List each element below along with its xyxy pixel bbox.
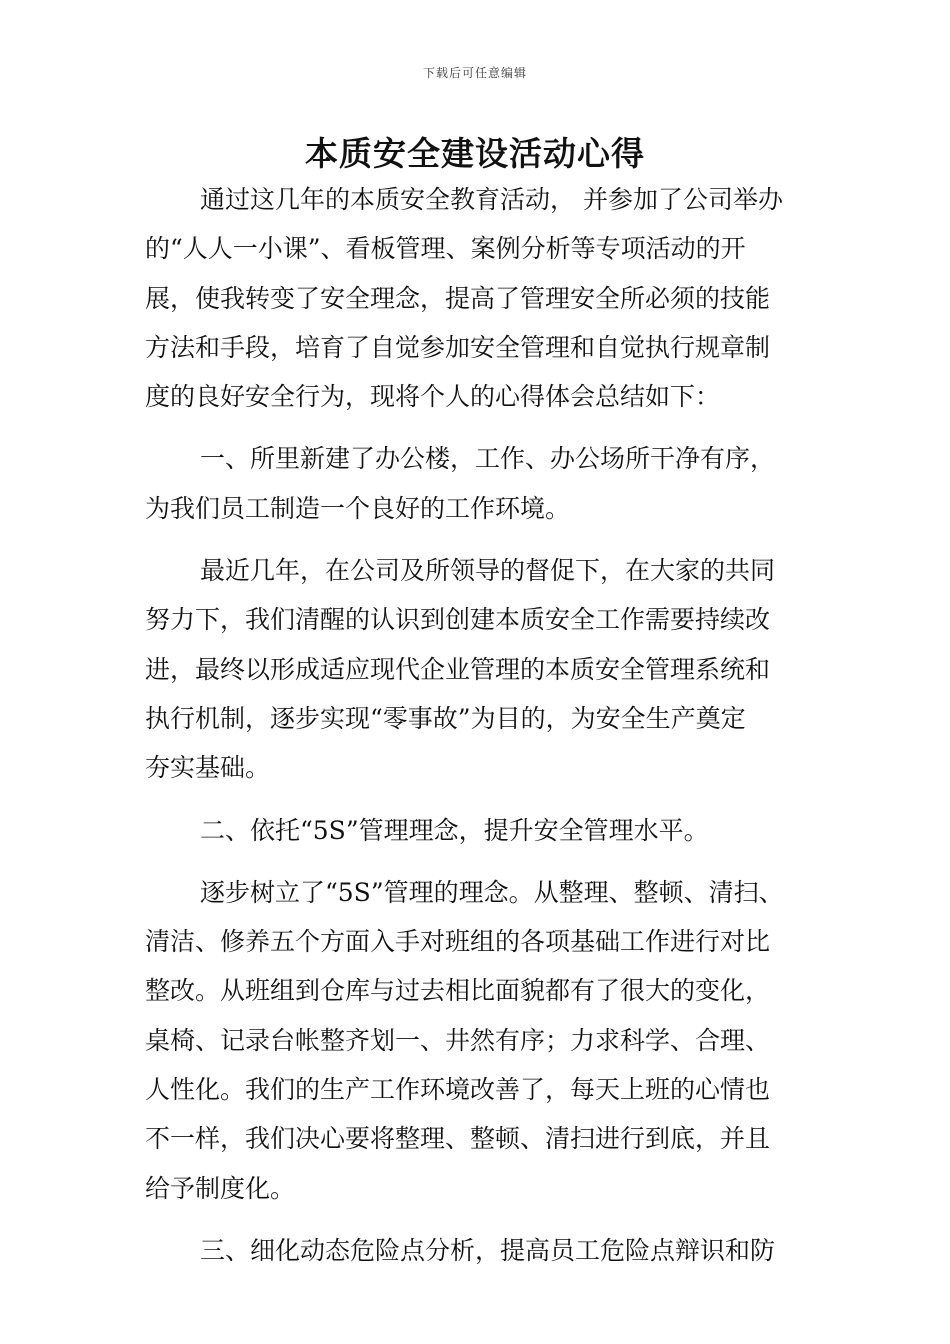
paragraph-line: 不一样，我们决心要将整理、整顿、清扫进行到底，并且 <box>145 1124 771 1154</box>
paragraph-gap <box>145 793 821 806</box>
paragraph-line: 给予制度化。 <box>145 1173 296 1203</box>
paragraph-gap <box>145 855 821 868</box>
paragraph-line: 一、所里新建了办公楼，工作、办公场所干净有序， <box>200 444 776 474</box>
document-body <box>145 175 821 1275</box>
paragraph-line: 桌椅、记录台帐整齐划一、井然有序；力求科学、合理、 <box>145 1025 771 1055</box>
paragraph-line: 度的良好安全行为，现将个人的心得体会总结如下： <box>145 382 721 412</box>
paragraph-line: 最近几年，在公司及所领导的督促下，在大家的共同 <box>200 556 776 586</box>
paragraph-line: 逐步树立了“5S”管理的理念。从整理、整顿、清扫、 <box>200 877 784 907</box>
section-heading: 二、依托“5S”管理理念，提升安全管理水平。 <box>200 815 709 845</box>
paragraph-gap <box>145 421 821 434</box>
paragraph-gap <box>145 1213 821 1226</box>
paragraph-line: 展，使我转变了安全理念，提高了管理安全所必须的技能 <box>145 283 771 313</box>
paragraph-line: 进，最终以形成适应现代企业管理的本质安全管理系统和 <box>145 654 771 684</box>
paragraph-line: 整改。从班组到仓库与过去相比面貌都有了很大的变化， <box>145 976 771 1006</box>
header-note: 下载后可任意编辑 <box>422 66 527 80</box>
paragraph-line: 的“人人一小课”、看板管理、案例分析等专项活动的开 <box>145 234 746 264</box>
paragraph-line: 方法和手段，培育了自觉参加安全管理和自觉执行规章制 <box>145 332 771 362</box>
paragraph-line: 清洁、修养五个方面入手对班组的各项基础工作进行对比 <box>145 927 771 957</box>
paragraph-line: 努力下，我们清醒的认识到创建本质安全工作需要持续改 <box>145 605 771 635</box>
paragraph-line: 为我们员工制造一个良好的工作环境。 <box>145 493 571 523</box>
paragraph-line: 夯实基础。 <box>145 753 271 783</box>
paragraph-gap <box>145 533 821 546</box>
paragraph-line: 人性化。我们的生产工作环境改善了，每天上班的心情也 <box>145 1075 771 1105</box>
document-title: 本质安全建设活动心得 <box>305 134 645 173</box>
paragraph-line: 通过这几年的本质安全教育活动， 并参加了公司举办 <box>200 185 783 214</box>
section-heading: 三、细化动态危险点分析，提高员工危险点辩识和防 <box>200 1235 776 1265</box>
paragraph-line: 执行机制，逐步实现“零事故”为目的，为安全生产奠定 <box>145 703 746 733</box>
